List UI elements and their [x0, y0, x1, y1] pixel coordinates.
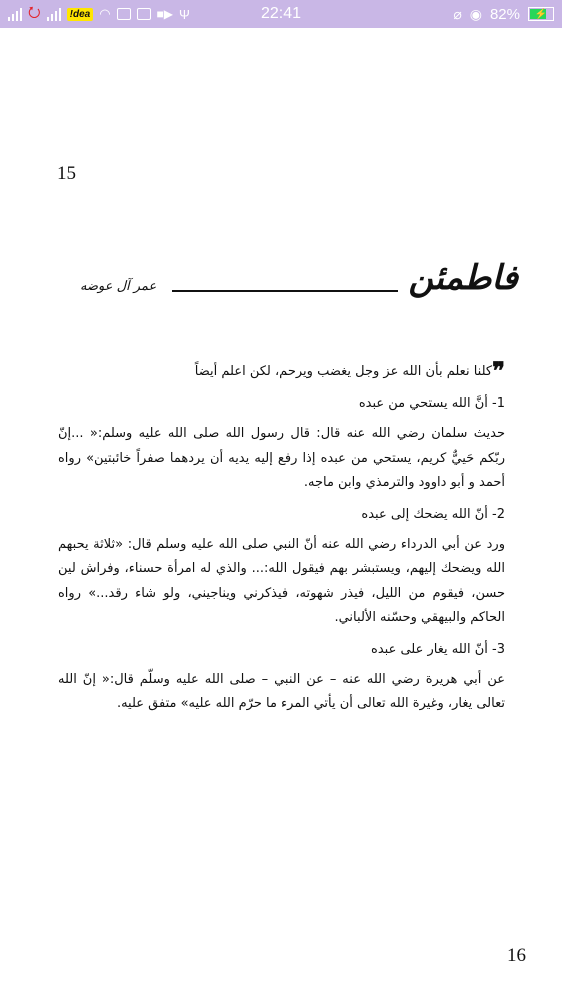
wifi-icon: ◠: [99, 6, 111, 21]
battery-percent: 82%: [489, 5, 520, 23]
section-heading: [58, 638, 505, 662]
paragraph-text: 2- أنّ الله يضحك إلى عبده: [361, 507, 505, 523]
section-heading: [58, 503, 505, 527]
alarm-off-icon: ⌀: [453, 5, 462, 22]
body-paragraph: [58, 533, 505, 630]
body-paragraph: [58, 668, 505, 716]
author-name: عمر آل عوضه: [80, 279, 157, 294]
header-divider: [172, 290, 398, 292]
paragraph-text: 3- أنّ الله يغار على عبده: [371, 642, 505, 658]
status-time: 22:41: [260, 5, 302, 22]
paragraph-text: 1- أنَّ الله يستحي من عبده: [358, 396, 505, 412]
status-right-icons: [453, 4, 554, 24]
status-bar: [0, 0, 562, 28]
battery-icon: ⚡: [528, 7, 554, 21]
paragraph-text: حديث سلمان رضي الله عنه قال: قال رسول الله صلى الله عليه وسلم:« ...إنّ ربّكم حَييٌّ كريم، يستحي من عبده إذا رفع إليه يديه أن يردهما صفراً خائبتين» رواه أحمد و أبو داوود والترمذي وابن ماجه.: [58, 426, 505, 490]
paragraph-text: عن أبي هريرة رضي الله عنه – عن النبي – صلى الله عليه وسلّم قال:« إنّ الله تعالى يغار، وغيرة الله تعالى أن يأتي المرء ما حرّم الله عليه» متفق عليه.: [58, 672, 505, 712]
top-page-number: 15: [57, 163, 76, 184]
eye-icon: ◉: [469, 5, 482, 22]
paragraph-text: كلنا نعلم بأن الله عز وجل يغضب ويرحم، لكن اعلم أيضاً: [194, 364, 493, 379]
quote-mark: ❞: [492, 356, 505, 385]
book-logo: فاطمئن: [408, 258, 518, 298]
book-header: [50, 250, 530, 320]
idea-badge: !dea: [67, 8, 94, 21]
airtel-icon: ⭮: [28, 3, 41, 21]
usb-icon: Ψ: [179, 6, 190, 22]
paragraph-text: ورد عن أبي الدرداء رضي الله عنه أنّ النبي صلى الله عليه وسلم قال: «ثلاثة يحبهم الله ويضحك إليهم، ويستبشر بهم فيقول الله:... والذي له امرأة حسناء، وفراش لين حسن، فيقوم من الليل، فيذر شهوته، فيذكرني ويناجيني، ولو شاء رقد...» رواه الحاكم والبيهقي وحسّنه الألباني.: [58, 537, 505, 625]
body-paragraph: [58, 356, 505, 385]
body-paragraph: [58, 422, 505, 495]
section-heading: [58, 392, 505, 416]
video-icon: ■▶: [156, 7, 174, 21]
bottom-page-number: 16: [507, 945, 526, 966]
page-content: [58, 356, 505, 725]
